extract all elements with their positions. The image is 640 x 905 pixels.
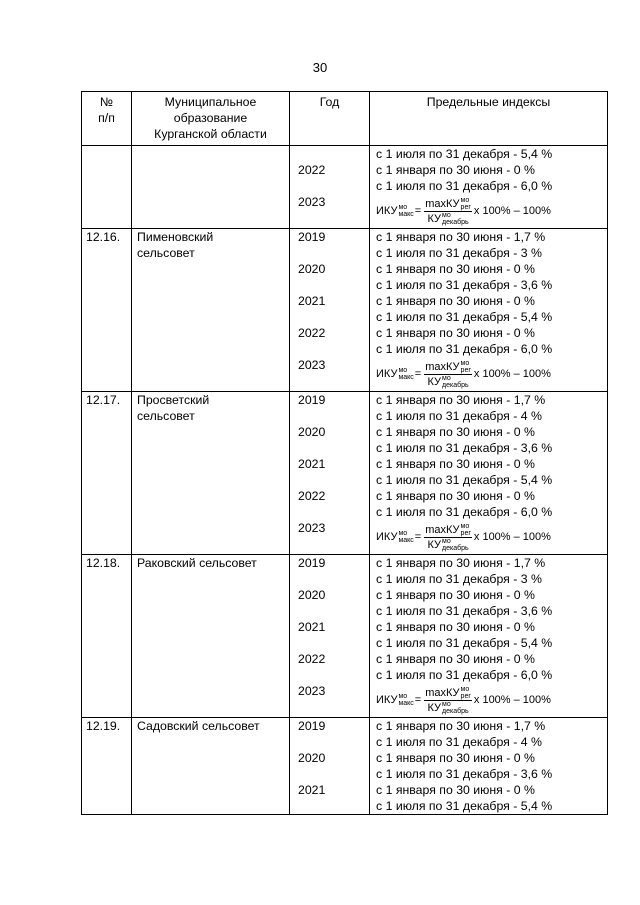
formula-num-indices <box>461 197 471 211</box>
year-cell: 2020 <box>298 751 326 765</box>
table-header-row <box>82 92 608 146</box>
row-indices <box>370 718 608 815</box>
header-indices: Предельные индексы <box>370 92 608 146</box>
formula-eq: = <box>414 205 422 217</box>
year-cell <box>298 146 369 162</box>
year-cell: 2019 <box>298 230 326 244</box>
row-years <box>290 146 370 229</box>
formula-sup: мо <box>460 522 470 530</box>
row-municipality <box>132 392 290 555</box>
row-municipality <box>132 146 290 229</box>
header-num <box>82 92 132 146</box>
header-num-line: п/п <box>98 111 115 125</box>
formula-fraction <box>424 360 472 389</box>
formula-sup: мо <box>460 359 470 367</box>
formula-sub: рег <box>460 366 471 374</box>
header-year: Год <box>290 92 370 146</box>
formula-sub: макс <box>398 700 414 707</box>
index-line: с 1 января по 30 июня - 0 % <box>376 751 535 765</box>
row-indices <box>370 392 608 555</box>
formula-sup: мо <box>460 196 470 204</box>
row-municipality <box>132 718 290 815</box>
index-line: с 1 июля по 31 декабря - 3,6 % <box>376 767 553 781</box>
formula-sub: декабрь <box>442 218 469 226</box>
header-municipality-line: Муниципальное <box>164 95 257 109</box>
municipality-name-line: Пименовский <box>137 230 214 244</box>
formula-sub: декабрь <box>442 381 469 389</box>
limit-indices-table <box>81 91 608 815</box>
year-cell: 2020 <box>298 262 326 276</box>
formula-sub: рег <box>460 529 471 537</box>
formula-den-indices <box>442 538 469 552</box>
header-num-line: № <box>99 95 114 109</box>
page-number: 30 <box>312 60 328 75</box>
formula-sup: мо <box>442 700 451 708</box>
formula-sup: мо <box>398 204 408 211</box>
year-cell: 2022 <box>298 163 326 177</box>
formula-sub: рег <box>460 692 471 700</box>
index-line: с 1 июля по 31 декабря - 6,0 % <box>376 342 553 356</box>
index-line: с 1 января по 30 июня - 0 % <box>376 457 535 471</box>
municipality-name-line: Просветский <box>137 393 210 407</box>
row-number <box>82 146 132 229</box>
formula-sub: макс <box>398 537 414 544</box>
index-line: с 1 июля по 31 декабря - 3 % <box>376 572 542 586</box>
municipality-name-line: Садовский сельсовет <box>137 719 260 733</box>
year-cell: 2022 <box>298 326 326 340</box>
index-line: с 1 января по 30 июня - 1,7 % <box>376 230 546 244</box>
formula-eq: = <box>414 694 422 706</box>
index-line: с 1 января по 30 июня - 0 % <box>376 783 535 797</box>
year-cell: 2020 <box>298 425 326 439</box>
formula-denominator <box>426 212 469 226</box>
index-line: с 1 января по 30 июня - 1,7 % <box>376 556 546 570</box>
index-line: с 1 января по 30 июня - 0 % <box>376 326 535 340</box>
index-line: с 1 января по 30 июня - 0 % <box>376 489 535 503</box>
header-municipality-line: образование <box>173 111 248 125</box>
formula-num-base: maxКУ <box>425 197 460 210</box>
year-cell: 2023 <box>298 684 326 698</box>
table-row <box>82 555 608 718</box>
index-line: с 1 января по 30 июня - 0 % <box>376 294 535 308</box>
formula-tail: х 100% – 100% <box>473 694 551 706</box>
formula-num-base: maxКУ <box>425 686 460 699</box>
index-line: с 1 января по 30 июня - 0 % <box>376 588 535 602</box>
index-line: с 1 июля по 31 декабря - 6,0 % <box>376 179 553 193</box>
year-cell: 2022 <box>298 489 326 503</box>
formula-fraction <box>424 197 472 226</box>
year-cell: 2023 <box>298 521 326 535</box>
index-line: с 1 июля по 31 декабря - 5,4 % <box>376 147 553 161</box>
municipality-name-line: сельсовет <box>137 246 195 260</box>
formula-sub: макс <box>398 211 414 218</box>
formula-sub: рег <box>460 203 471 211</box>
year-cell: 2021 <box>298 783 326 797</box>
year-cell: 2019 <box>298 719 326 733</box>
year-cell: 2021 <box>298 620 326 634</box>
index-line: с 1 января по 30 июня - 0 % <box>376 163 535 177</box>
row-years <box>290 392 370 555</box>
formula-den-base: КУ <box>427 538 441 551</box>
formula-num-base: maxКУ <box>425 523 460 536</box>
index-line: с 1 января по 30 июня - 0 % <box>376 425 535 439</box>
row-number: 12.19. <box>82 718 132 815</box>
row-municipality <box>132 555 290 718</box>
formula-lhs-indices <box>398 530 413 544</box>
iku-formula <box>376 683 607 717</box>
formula-sup: мо <box>398 530 408 537</box>
index-line: с 1 января по 30 июня - 0 % <box>376 620 535 634</box>
formula-numerator <box>424 686 472 701</box>
formula-num-base: maxКУ <box>425 360 460 373</box>
index-line: с 1 июля по 31 декабря - 3,6 % <box>376 604 553 618</box>
formula-lhs-indices <box>398 204 413 218</box>
index-line: с 1 июля по 31 декабря - 5,4 % <box>376 310 553 324</box>
formula-sup: мо <box>442 537 451 545</box>
formula-den-base: КУ <box>427 701 441 714</box>
formula-eq: = <box>414 531 422 543</box>
formula-sup: мо <box>460 685 470 693</box>
year-cell: 2021 <box>298 294 326 308</box>
year-cell: 2023 <box>298 358 326 372</box>
row-number: 12.18. <box>82 555 132 718</box>
row-years <box>290 229 370 392</box>
formula-den-indices <box>442 701 469 715</box>
row-number: 12.16. <box>82 229 132 392</box>
row-indices <box>370 146 608 229</box>
year-cell: 2021 <box>298 457 326 471</box>
index-line: с 1 июля по 31 декабря - 4 % <box>376 735 542 749</box>
row-municipality <box>132 229 290 392</box>
formula-lhs: ИКУ <box>376 531 398 543</box>
formula-den-indices <box>442 212 469 226</box>
formula-sub: декабрь <box>442 544 469 552</box>
municipality-name-line: сельсовет <box>137 409 195 423</box>
formula-lhs: ИКУ <box>376 205 398 217</box>
formula-num-indices <box>461 523 471 537</box>
index-line: с 1 июля по 31 декабря - 5,4 % <box>376 473 553 487</box>
table-row <box>82 146 608 229</box>
row-indices <box>370 555 608 718</box>
formula-fraction <box>424 686 472 715</box>
index-line: с 1 января по 30 июня - 0 % <box>376 652 535 666</box>
formula-lhs: ИКУ <box>376 694 398 706</box>
header-municipality <box>132 92 290 146</box>
formula-sup: мо <box>442 211 451 219</box>
formula-lhs: ИКУ <box>376 368 398 380</box>
table-row <box>82 392 608 555</box>
formula-lhs-indices <box>398 693 413 707</box>
iku-formula <box>376 194 607 228</box>
formula-tail: х 100% – 100% <box>473 531 551 543</box>
formula-num-indices <box>461 360 471 374</box>
formula-denominator <box>426 701 469 715</box>
formula-denominator <box>426 375 469 389</box>
formula-sup: мо <box>442 374 451 382</box>
index-line: с 1 июля по 31 декабря - 5,4 % <box>376 799 553 813</box>
index-line: с 1 июля по 31 декабря - 5,4 % <box>376 636 553 650</box>
index-line: с 1 июля по 31 декабря - 4 % <box>376 409 542 423</box>
formula-num-indices <box>461 686 471 700</box>
formula-sub: декабрь <box>442 707 469 715</box>
formula-sup: мо <box>398 693 408 700</box>
index-line: с 1 января по 30 июня - 1,7 % <box>376 393 546 407</box>
index-line: с 1 января по 30 июня - 0 % <box>376 262 535 276</box>
formula-den-base: КУ <box>427 375 441 388</box>
formula-den-base: КУ <box>427 212 441 225</box>
index-line: с 1 января по 30 июня - 1,7 % <box>376 719 546 733</box>
formula-sub: макс <box>398 374 414 381</box>
formula-lhs-indices <box>398 367 413 381</box>
index-line: с 1 июля по 31 декабря - 3,6 % <box>376 278 553 292</box>
index-line: с 1 июля по 31 декабря - 6,0 % <box>376 505 553 519</box>
formula-den-indices <box>442 375 469 389</box>
row-years <box>290 718 370 815</box>
index-line: с 1 июля по 31 декабря - 6,0 % <box>376 668 553 682</box>
formula-numerator <box>424 197 472 212</box>
formula-fraction <box>424 523 472 552</box>
formula-tail: х 100% – 100% <box>473 205 551 217</box>
year-cell: 2020 <box>298 588 326 602</box>
index-line: с 1 июля по 31 декабря - 3,6 % <box>376 441 553 455</box>
table-row <box>82 718 608 815</box>
row-years <box>290 555 370 718</box>
year-cell: 2019 <box>298 556 326 570</box>
formula-eq: = <box>414 368 422 380</box>
year-cell: 2019 <box>298 393 326 407</box>
formula-numerator <box>424 360 472 375</box>
formula-numerator <box>424 523 472 538</box>
iku-formula <box>376 357 607 391</box>
formula-sup: мо <box>398 367 408 374</box>
formula-denominator <box>426 538 469 552</box>
row-indices <box>370 229 608 392</box>
year-cell: 2023 <box>298 195 326 209</box>
iku-formula <box>376 520 607 554</box>
row-number: 12.17. <box>82 392 132 555</box>
municipality-name-line: Раковский сельсовет <box>137 556 257 570</box>
table-row <box>82 229 608 392</box>
index-line: с 1 июля по 31 декабря - 3 % <box>376 246 542 260</box>
formula-tail: х 100% – 100% <box>473 368 551 380</box>
header-municipality-line: Курганской области <box>154 127 267 141</box>
year-cell: 2022 <box>298 652 326 666</box>
